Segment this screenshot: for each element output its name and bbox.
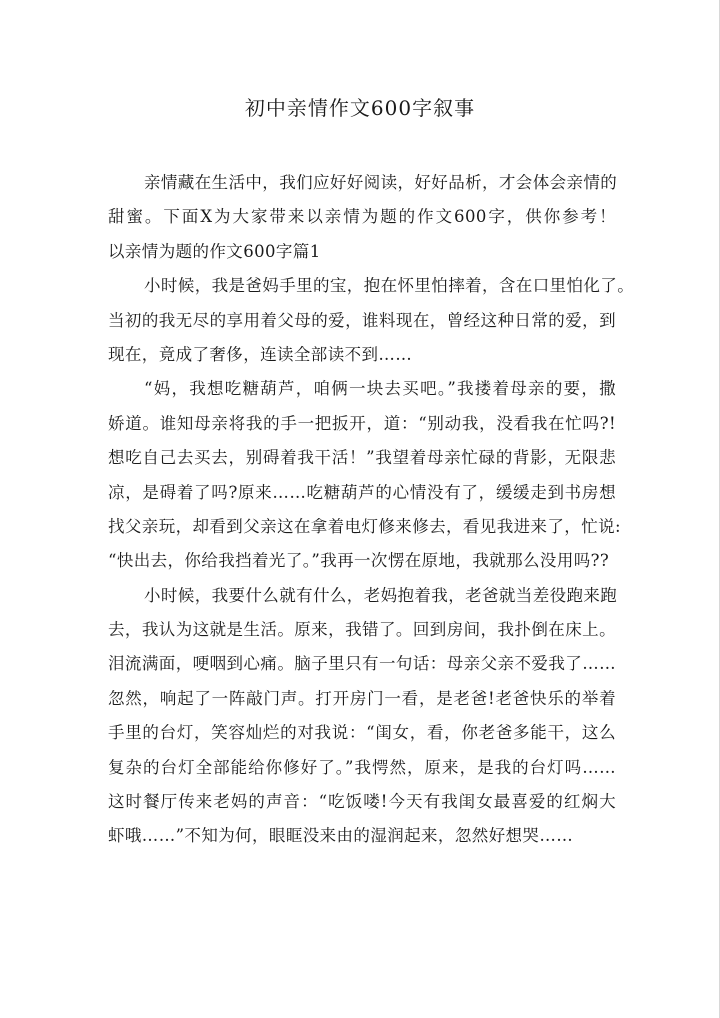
text-line: 甜蜜。下面X为大家带来以亲情为题的作文600字，供你参考！ bbox=[108, 207, 616, 227]
text-line: 去，我认为这就是生活。原来，我错了。回到房间，我扑倒在床上。 bbox=[108, 620, 616, 640]
text-line: 找父亲玩，却看到父亲这在拿着电灯修来修去，看见我进来了，忙说: bbox=[108, 516, 621, 536]
text-line: 小时候，我是爸妈手里的宝，抱在怀里怕摔着，含在口里怕化了。 bbox=[144, 276, 635, 296]
text-line: “妈，我想吃糖葫芦，咱俩一块去买吧。”我搂着母亲的要，撒 bbox=[144, 379, 616, 399]
text-line: 当初的我无尽的享用着父母的爱，谁料现在，曾经这种日常的爱，到 bbox=[108, 310, 616, 330]
text-line: 忽然，响起了一阵敲门声。打开房门一看，是老爸!老爸快乐的举着 bbox=[108, 688, 616, 708]
text-line: 小时候，我要什么就有什么，老妈抱着我，老爸就当差役跑来跑 bbox=[144, 585, 618, 605]
text-line: 想吃自己去买去，别碍着我干活！”我望着母亲忙碌的背影，无限悲 bbox=[108, 448, 616, 468]
text-line: 娇道。谁知母亲将我的手一把扳开，道：“别动我，没看我在忙吗?! bbox=[108, 413, 616, 433]
text-line: 复杂的台灯全部能给你修好了。”我愕然，原来，是我的台灯吗…… bbox=[108, 757, 616, 777]
text-line: 泪流满面，哽咽到心痛。脑子里只有一句话：母亲父亲不爱我了…… bbox=[108, 654, 616, 674]
text-line: “快出去，你给我挡着光了。”我再一次愣在原地，我就那么没用吗?? bbox=[108, 551, 610, 571]
text-line: 这时餐厅传来老妈的声音：“吃饭喽!今天有我闺女最喜爱的红焖大 bbox=[108, 792, 616, 812]
text-line: 以亲情为题的作文600字篇1 bbox=[108, 241, 321, 261]
text-line: 凉，是碍着了吗?原来……吃糖葫芦的心情没有了，缓缓走到书房想 bbox=[108, 482, 616, 502]
text-line: 现在，竟成了奢侈，连读全部读不到…… bbox=[108, 344, 413, 364]
article-body bbox=[108, 166, 635, 854]
text-line: 手里的台灯，笑容灿烂的对我说：“闺女，看，你老爸多能干，这么 bbox=[108, 723, 616, 743]
page-title: 初中亲情作文600字叙事 bbox=[244, 96, 476, 120]
text-line: 亲情藏在生活中，我们应好好阅读，好好品析，才会体会亲情的 bbox=[144, 173, 618, 192]
text-line: 虾哦……”不知为何，眼眶没来由的湿润起来，忽然好想哭…… bbox=[108, 826, 574, 846]
